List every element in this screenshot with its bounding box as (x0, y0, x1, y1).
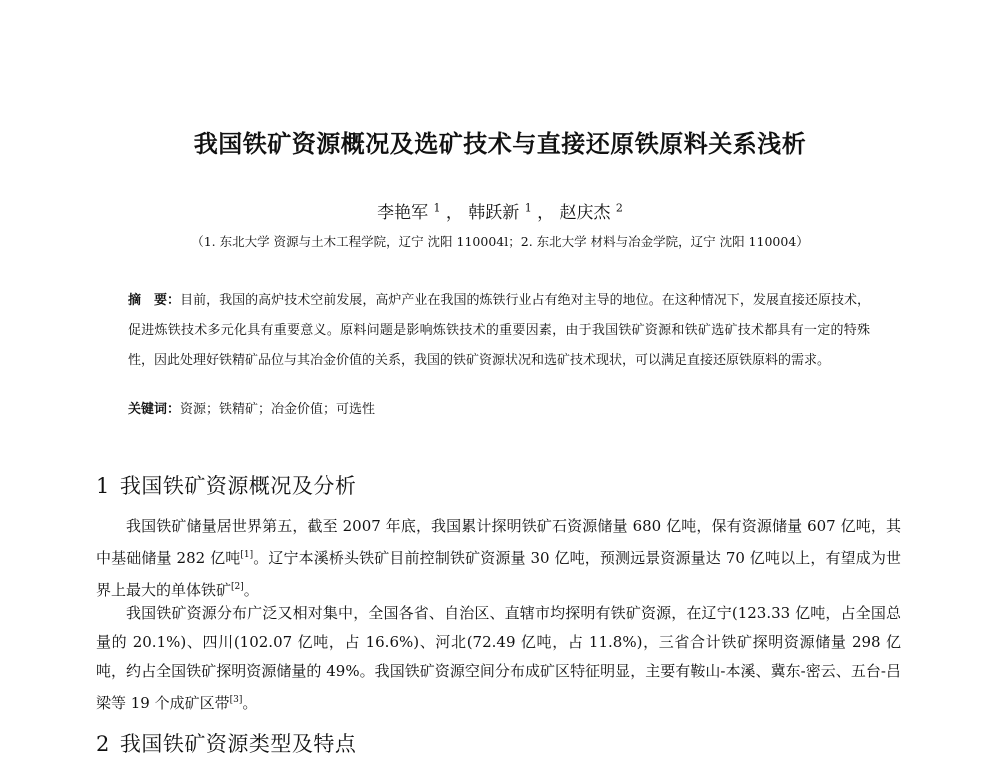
author-name: 韩跃新 (468, 203, 520, 223)
keywords-label: 关键词： (128, 402, 181, 417)
keywords-text: 资源；铁精矿；冶金价值；可选性 (180, 402, 376, 417)
author-name: 赵庆杰 (559, 203, 611, 223)
author-affiliation-mark: 2 (615, 201, 623, 215)
paragraph-text: 。 (243, 581, 259, 599)
citation-ref: [1] (240, 550, 254, 560)
abstract-block (128, 286, 870, 376)
section-title: 我国铁矿资源概况及分析 (119, 474, 357, 498)
author-affiliation-mark: 1 (524, 201, 532, 215)
paragraph-text: 我国铁矿资源分布广泛又相对集中，全国各省、自治区、直辖市均探明有铁矿资源，在辽宁(123.33 亿吨，占全国总量的 20.1%)、四川(102.07 亿吨，占 16.6%)、河北(72.49 亿吨，占 11.8%)，三省合计铁矿探明资源储量 298 亿吨，约占全国铁矿探明资源储量的 49%。我国铁矿资源空间分布成矿区特征明显，主要有鞍山-本溪、冀东-密云、五台-吕梁等 19 个成矿区带 (96, 604, 901, 712)
paper-title: 我国铁矿资源概况及选矿技术与直接还原铁原料关系浅析 (193, 130, 807, 158)
author-name: 李艳军 (377, 203, 429, 223)
keywords-block (128, 398, 870, 422)
section-paragraph (96, 512, 901, 605)
author-line (0, 198, 1000, 223)
author-separator: ， (537, 203, 555, 223)
paragraph-text: 。辽宁本溪桥头铁矿目前控制铁矿资源量 30 亿吨，预测远景资源量达 70 亿吨以上，有望成为世界上最大的单体铁矿 (96, 549, 901, 599)
paragraph-text: 我国铁矿储量居世界第五，截至 2007 年底，我国累计探明铁矿石资源储量 680 亿吨，保有资源储量 607 亿吨，其中基础储量 282 亿吨 (96, 517, 901, 567)
author-separator: ， (445, 203, 463, 223)
section-title: 我国铁矿资源类型及特点 (119, 732, 357, 756)
citation-ref: [2] (231, 582, 244, 592)
section-heading (96, 728, 356, 758)
section-number: 2 (96, 732, 110, 756)
section-number: 1 (96, 474, 110, 498)
abstract-label: 摘 要： (128, 293, 181, 308)
affiliation-line: （1. 东北大学 资源与土木工程学院，辽宁 沈阳 110004l；2. 东北大学 材料与冶金学院，辽宁 沈阳 110004） (191, 234, 809, 249)
citation-ref: [3] (229, 695, 243, 705)
section-heading (96, 470, 356, 500)
abstract-text: 目前，我国的高炉技术空前发展，高炉产业在我国的炼铁行业占有绝对主导的地位。在这种情况下，发展直接还原技术，促进炼铁技术多元化具有重要意义。原料问题是影响炼铁技术的重要因素，由于我国铁矿资源和铁矿选矿技术都具有一定的特殊性，因此处理好铁精矿品位与其冶金价值的关系，我国的铁矿资源状况和选矿技术现状，可以满足直接还原铁原料的需求。 (128, 293, 870, 368)
paragraph-text: 。 (242, 694, 258, 712)
author-affiliation-mark: 1 (433, 201, 441, 215)
section-paragraph (96, 599, 901, 718)
